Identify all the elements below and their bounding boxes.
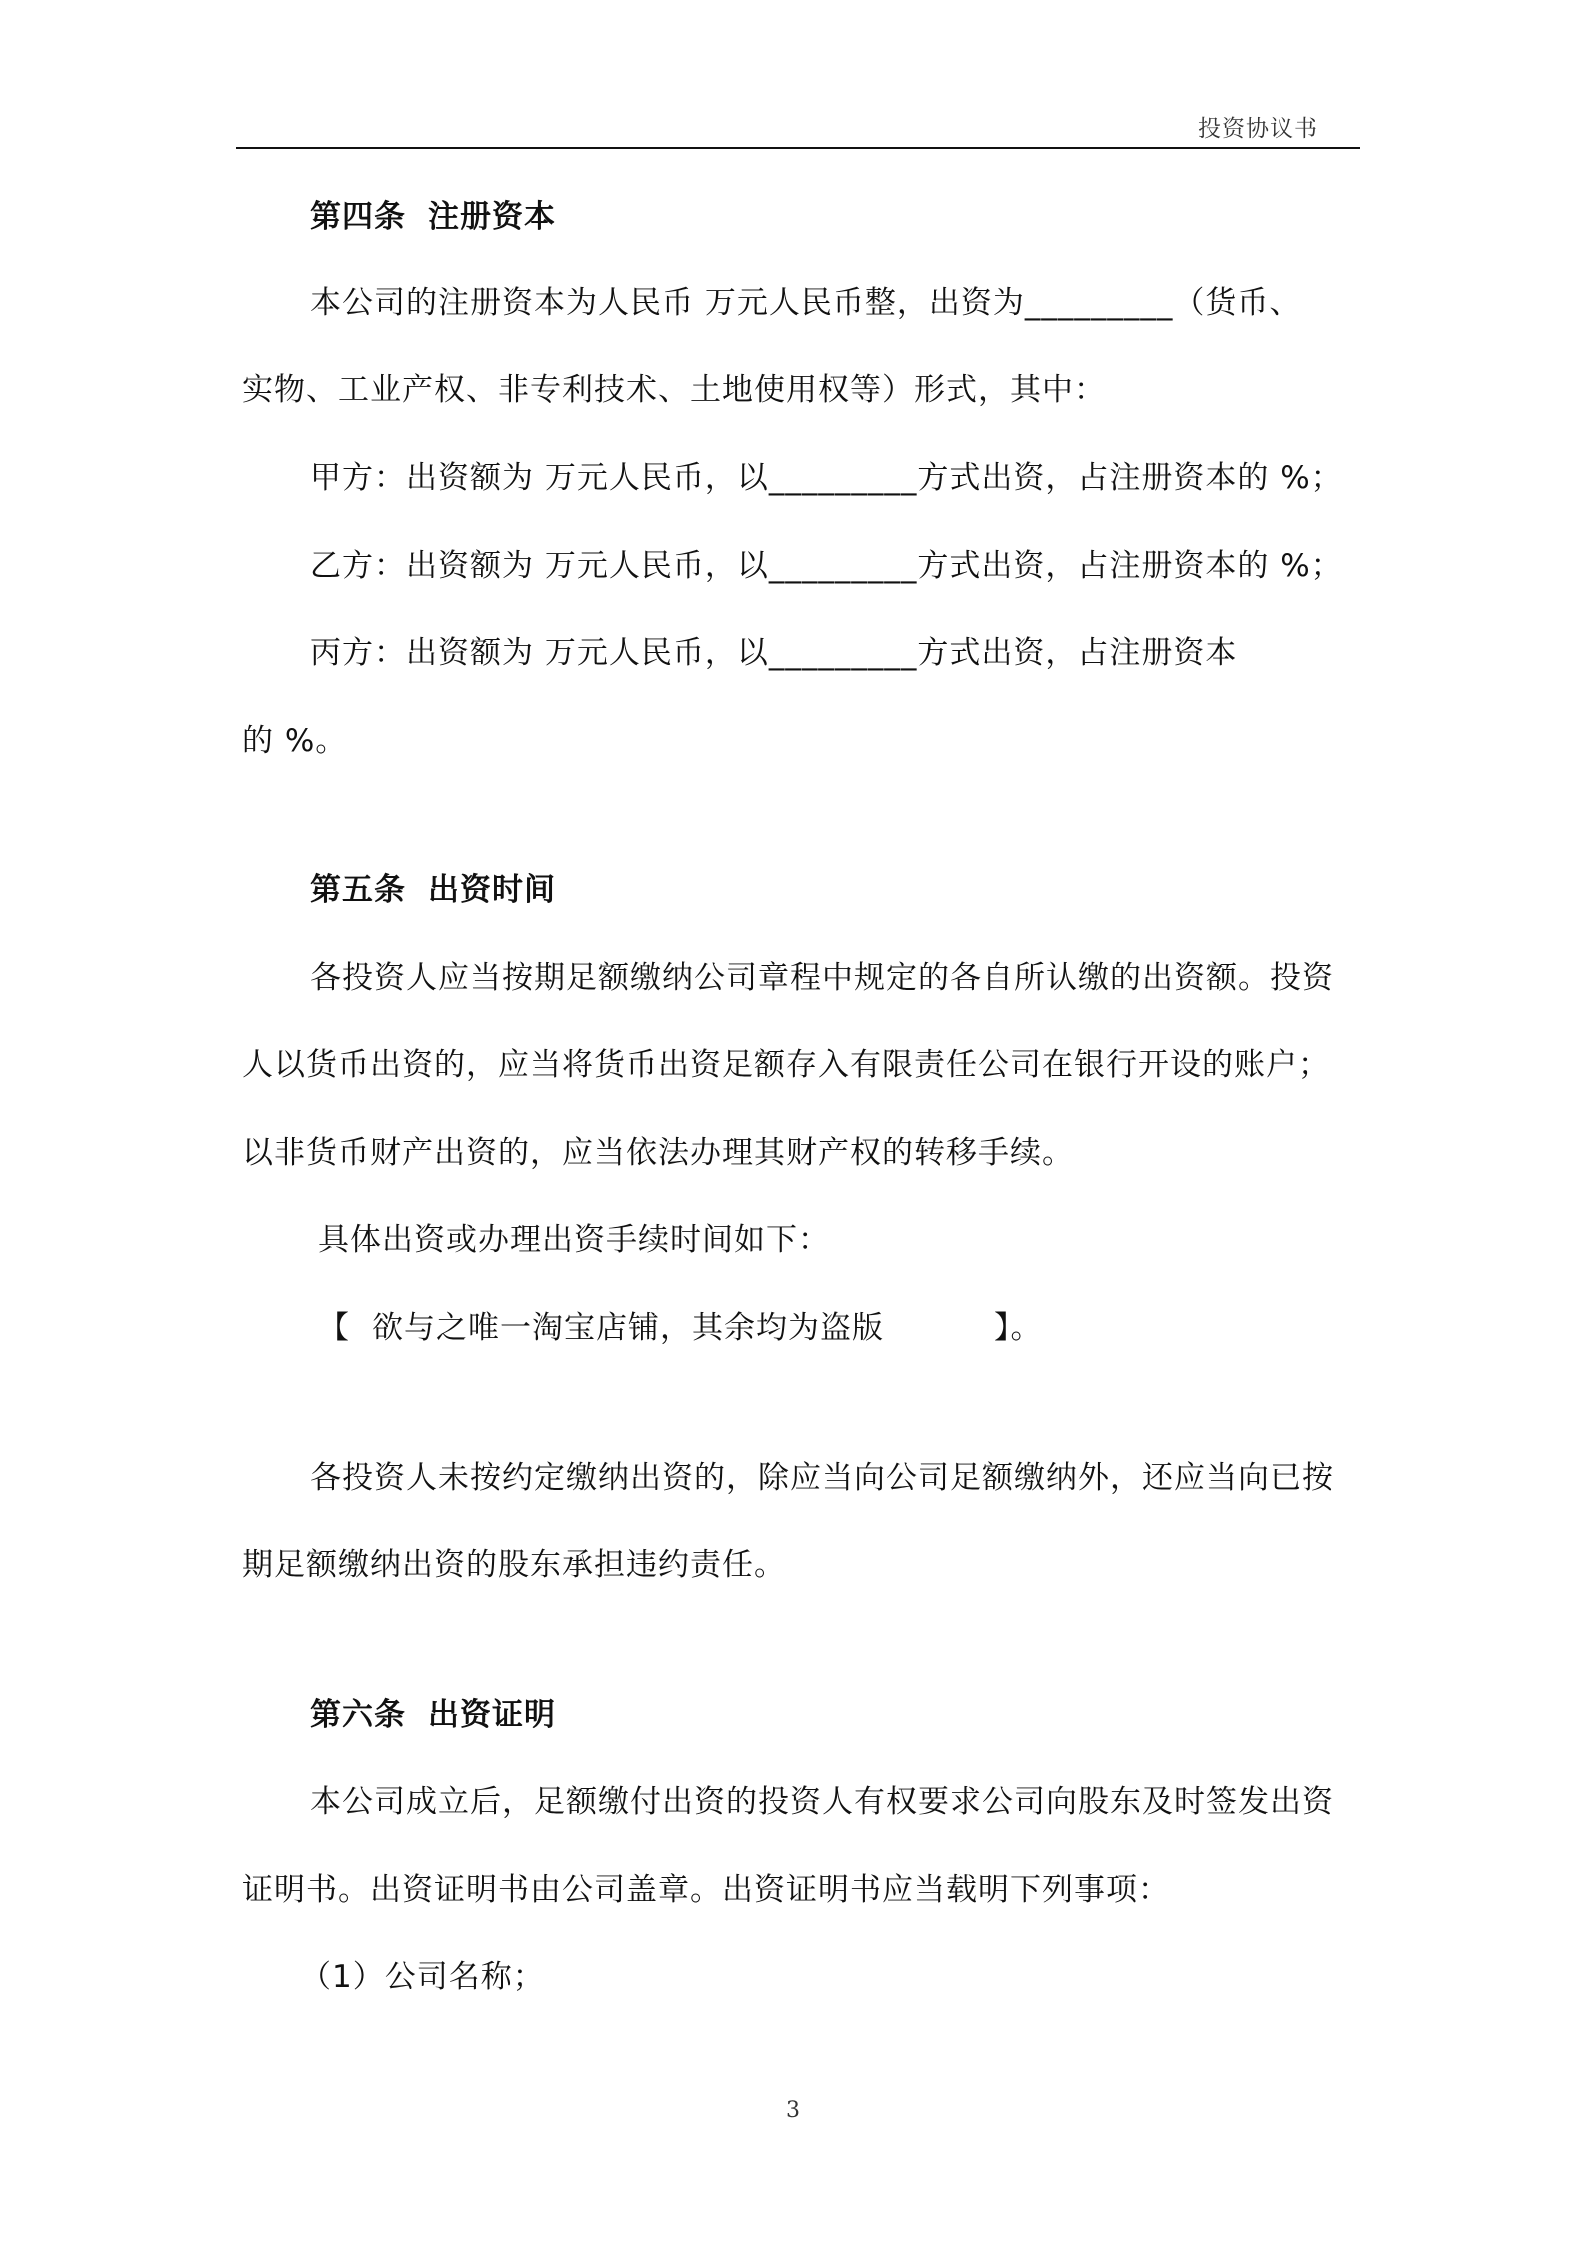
article5-p3-line1: 各投资人未按约定缴纳出资的，除应当向公司足额缴纳外，还应当向已按 bbox=[310, 1460, 1334, 1496]
article6-p1-line1: 本公司成立后，足额缴付出资的投资人有权要求公司向股东及时签发出资 bbox=[310, 1784, 1334, 1820]
article5-p1-line2: 人以货币出资的，应当将货币出资足额存入有限责任公司在银行开设的账户； bbox=[242, 1047, 1330, 1083]
article5-heading-num: 第五条 bbox=[310, 872, 406, 908]
article6-heading-num: 第六条 bbox=[310, 1697, 406, 1733]
article4-p1-line2: 实物、工业产权、非专利技术、土地使用权等）形式，其中： bbox=[242, 372, 1106, 408]
header-title: 投资协议书 bbox=[1198, 116, 1318, 142]
article4-heading-num: 第四条 bbox=[310, 199, 406, 235]
article4-party-a: 甲方：出资额为 万元人民币，以_________方式出资，占注册资本的 %； bbox=[310, 460, 1343, 496]
article4-heading bbox=[310, 197, 556, 237]
article6-heading bbox=[310, 1695, 556, 1735]
article5-bracket-line bbox=[318, 1308, 1043, 1348]
article5-p2: 具体出资或办理出资手续时间如下： bbox=[318, 1222, 830, 1258]
article5-p1-line1: 各投资人应当按期足额缴纳公司章程中规定的各自所认缴的出资额。投资 bbox=[310, 960, 1334, 996]
article4-party-b: 乙方：出资额为 万元人民币，以_________方式出资，占注册资本的 %； bbox=[310, 548, 1343, 584]
article4-party-c-line1: 丙方：出资额为 万元人民币，以_________方式出资，占注册资本 bbox=[310, 635, 1238, 671]
bracket-open: 【 bbox=[318, 1310, 350, 1346]
article4-p1-line1: 本公司的注册资本为人民币 万元人民币整，出资为_________（货币、 bbox=[310, 285, 1302, 321]
bracket-close: 】。 bbox=[994, 1310, 1043, 1346]
article5-heading-title: 出资时间 bbox=[428, 872, 556, 908]
article4-heading-title: 注册资本 bbox=[428, 199, 556, 235]
article6-p1-line2: 证明书。出资证明书由公司盖章。出资证明书应当载明下列事项： bbox=[242, 1872, 1170, 1908]
article6-heading-title: 出资证明 bbox=[428, 1697, 556, 1733]
page-number: 3 bbox=[786, 2098, 800, 2123]
article6-item1: （1）公司名称； bbox=[300, 1959, 545, 1995]
article5-heading bbox=[310, 870, 556, 910]
bracket-text: 欲与之唯一淘宝店铺，其余均为盗版 bbox=[372, 1310, 884, 1346]
article5-p1-line3: 以非货币财产出资的，应当依法办理其财产权的转移手续。 bbox=[242, 1135, 1074, 1171]
article5-p3-line2: 期足额缴纳出资的股东承担违约责任。 bbox=[242, 1547, 786, 1583]
article4-party-c-line2: 的 %。 bbox=[242, 723, 348, 759]
header-rule bbox=[236, 147, 1360, 149]
